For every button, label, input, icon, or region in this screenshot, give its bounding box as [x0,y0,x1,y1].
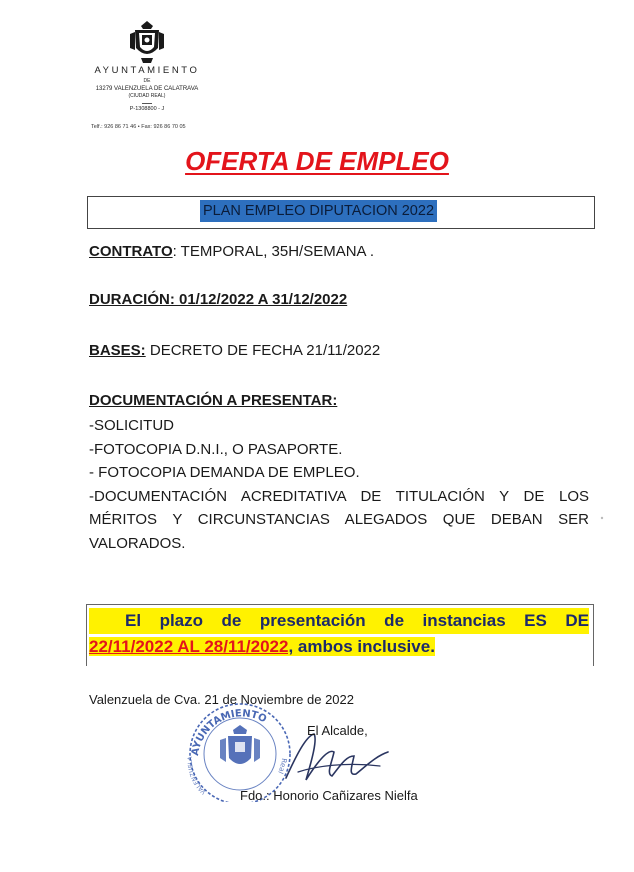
list-item: -SOLICITUD [89,417,175,434]
contrato-label: CONTRATO [89,243,173,260]
scan-speck [600,516,604,520]
letterhead-town: 13279 VALENZUELA DE CALATRAVA [95,86,199,92]
deadline-tail: , ambos inclusive. [288,637,435,656]
footer-date: Valenzuela de Cva. 21 de Noviembre de 2022 [89,692,354,707]
deadline-line-1: El plazo de presentación de instancias ES DE [89,608,589,634]
bases-value: DECRETO DE FECHA 21/11/2022 [145,342,381,359]
letterhead-de: DE [143,78,151,84]
plan-label: PLAN EMPLEO DIPUTACION 2022 [200,200,437,222]
svg-text:AYUNTAMIENTO: AYUNTAMIENTO [189,708,269,757]
letterhead-province: (CIUDAD REAL) [128,93,166,99]
svg-text:VALENZUELA: VALENZUELA [186,756,208,796]
deadline-line-2 [89,634,435,660]
documentacion-list [89,414,589,555]
documentacion-heading [89,392,337,409]
list-item: MÉRITOS Y CIRCUNSTANCIAS ALEGADOS QUE DEBAN SER [89,511,589,528]
signer-role: El Alcalde, [307,723,368,738]
signer-name: Fdo.: Honorio Cañizares Nielfa [240,788,418,803]
contrato-row [89,243,374,260]
contrato-value: : TEMPORAL, 35H/SEMANA . [172,243,375,260]
letterhead-org: AYUNTAMIENTO [94,65,200,76]
bases-row [89,342,380,359]
list-item: -FOTOCOPIA D.N.I., O PASAPORTE. [89,440,343,458]
list-item: -DOCUMENTACIÓN ACREDITATIVA DE TITULACIÓN Y DE LOS [89,487,589,505]
svg-text:Real: Real [276,757,288,776]
list-item: VALORADOS. [89,534,186,552]
list-item: - FOTOCOPIA DEMANDA DE EMPLEO. [89,464,360,481]
bases-label: BASES: [89,342,146,359]
letterhead-divider [142,103,152,104]
page-title: OFERTA DE EMPLEO [185,146,449,176]
deadline-dates: 22/11/2022 AL 28/11/2022 [89,637,289,656]
duracion-label: DURACIÓN: 01/12/2022 A 31/12/2022 [89,291,348,308]
documentacion-heading-text: DOCUMENTACIÓN A PRESENTAR: [89,392,338,409]
letterhead-phones: Telf.: 926 86 71 46 • Fax: 926 86 70 05 [91,124,186,130]
coat-of-arms-icon [127,20,167,64]
letterhead-cif: P-1308800 - J [129,106,165,112]
duracion-row [89,291,347,308]
